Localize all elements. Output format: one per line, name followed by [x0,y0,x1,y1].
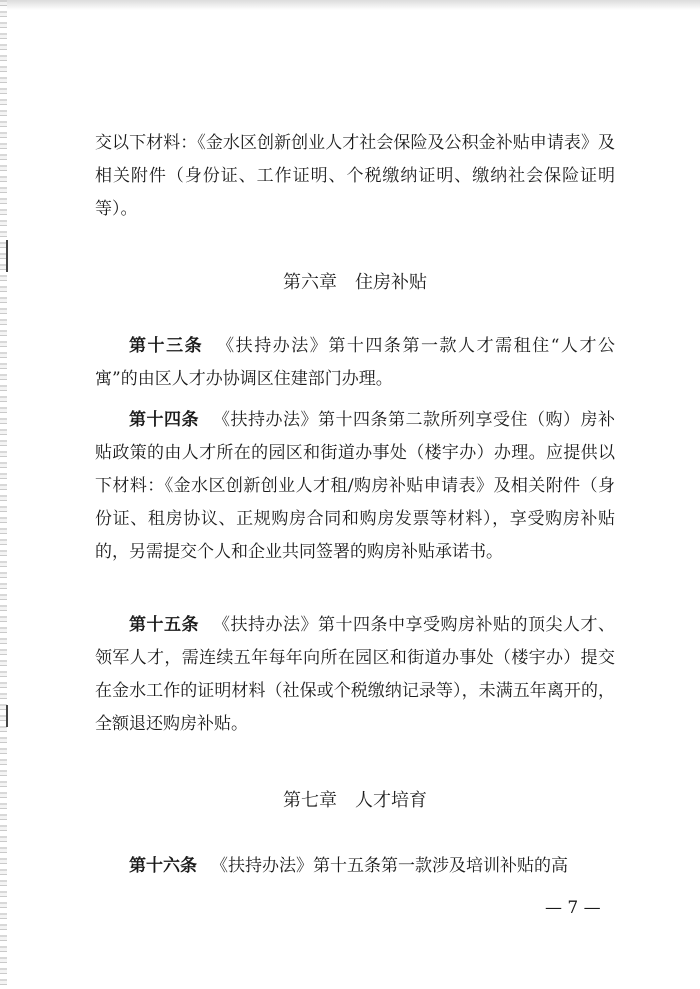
scan-edge-top [0,0,700,10]
article-number: 第十四条 [129,410,199,430]
article-15: 第十五条 《扶持办法》第十四条中享受购房补贴的顶尖人才、领军人才，需连续五年每年向所在园区和街道办事处（楼宇办）提交在金水工作的证明材料（社保或个税缴纳记录等），未满五年离开的，全额退还购房补贴。 [95,615,615,734]
chapter-heading-6: 第六章 住房补贴 [283,272,427,293]
article-number: 第十五条 [129,615,199,635]
scan-edge-left [0,0,7,989]
binder-mark [6,705,8,727]
article-14: 第十四条 《扶持办法》第十四条第二款所列享受住（购）房补贴政策的由人才所在的园区和街道办事处（楼宇办）办理。应提供以下材料：《金水区创新创业人才租/购房补贴申请表》及相关附件（身份证、租房协议、正规购房合同和购房发票等材料），享受购房补贴的，另需提交个人和企业共同签署的购房补贴承诺书。 [95,410,615,562]
article-number: 第十三条 [129,336,204,356]
article-number: 第十六条 [129,856,197,876]
article-16: 第十六条 《扶持办法》第十五条第一款涉及培训补贴的高 [129,856,568,876]
page-number: — 7 — [545,898,601,918]
chapter-heading-7: 第七章 人才培育 [283,790,427,811]
article-13: 第十三条 《扶持办法》第十四条第一款人才需租住“人才公寓”的由区人才办协调区住建部门办理。 [95,336,615,389]
binder-mark [6,240,8,272]
paragraph-continuation: 交以下材料：《金水区创新创业人才社会保险及公积金补贴申请表》及相关附件（身份证、工作证明、个税缴纳证明、缴纳社会保险证明等）。 [95,133,615,219]
